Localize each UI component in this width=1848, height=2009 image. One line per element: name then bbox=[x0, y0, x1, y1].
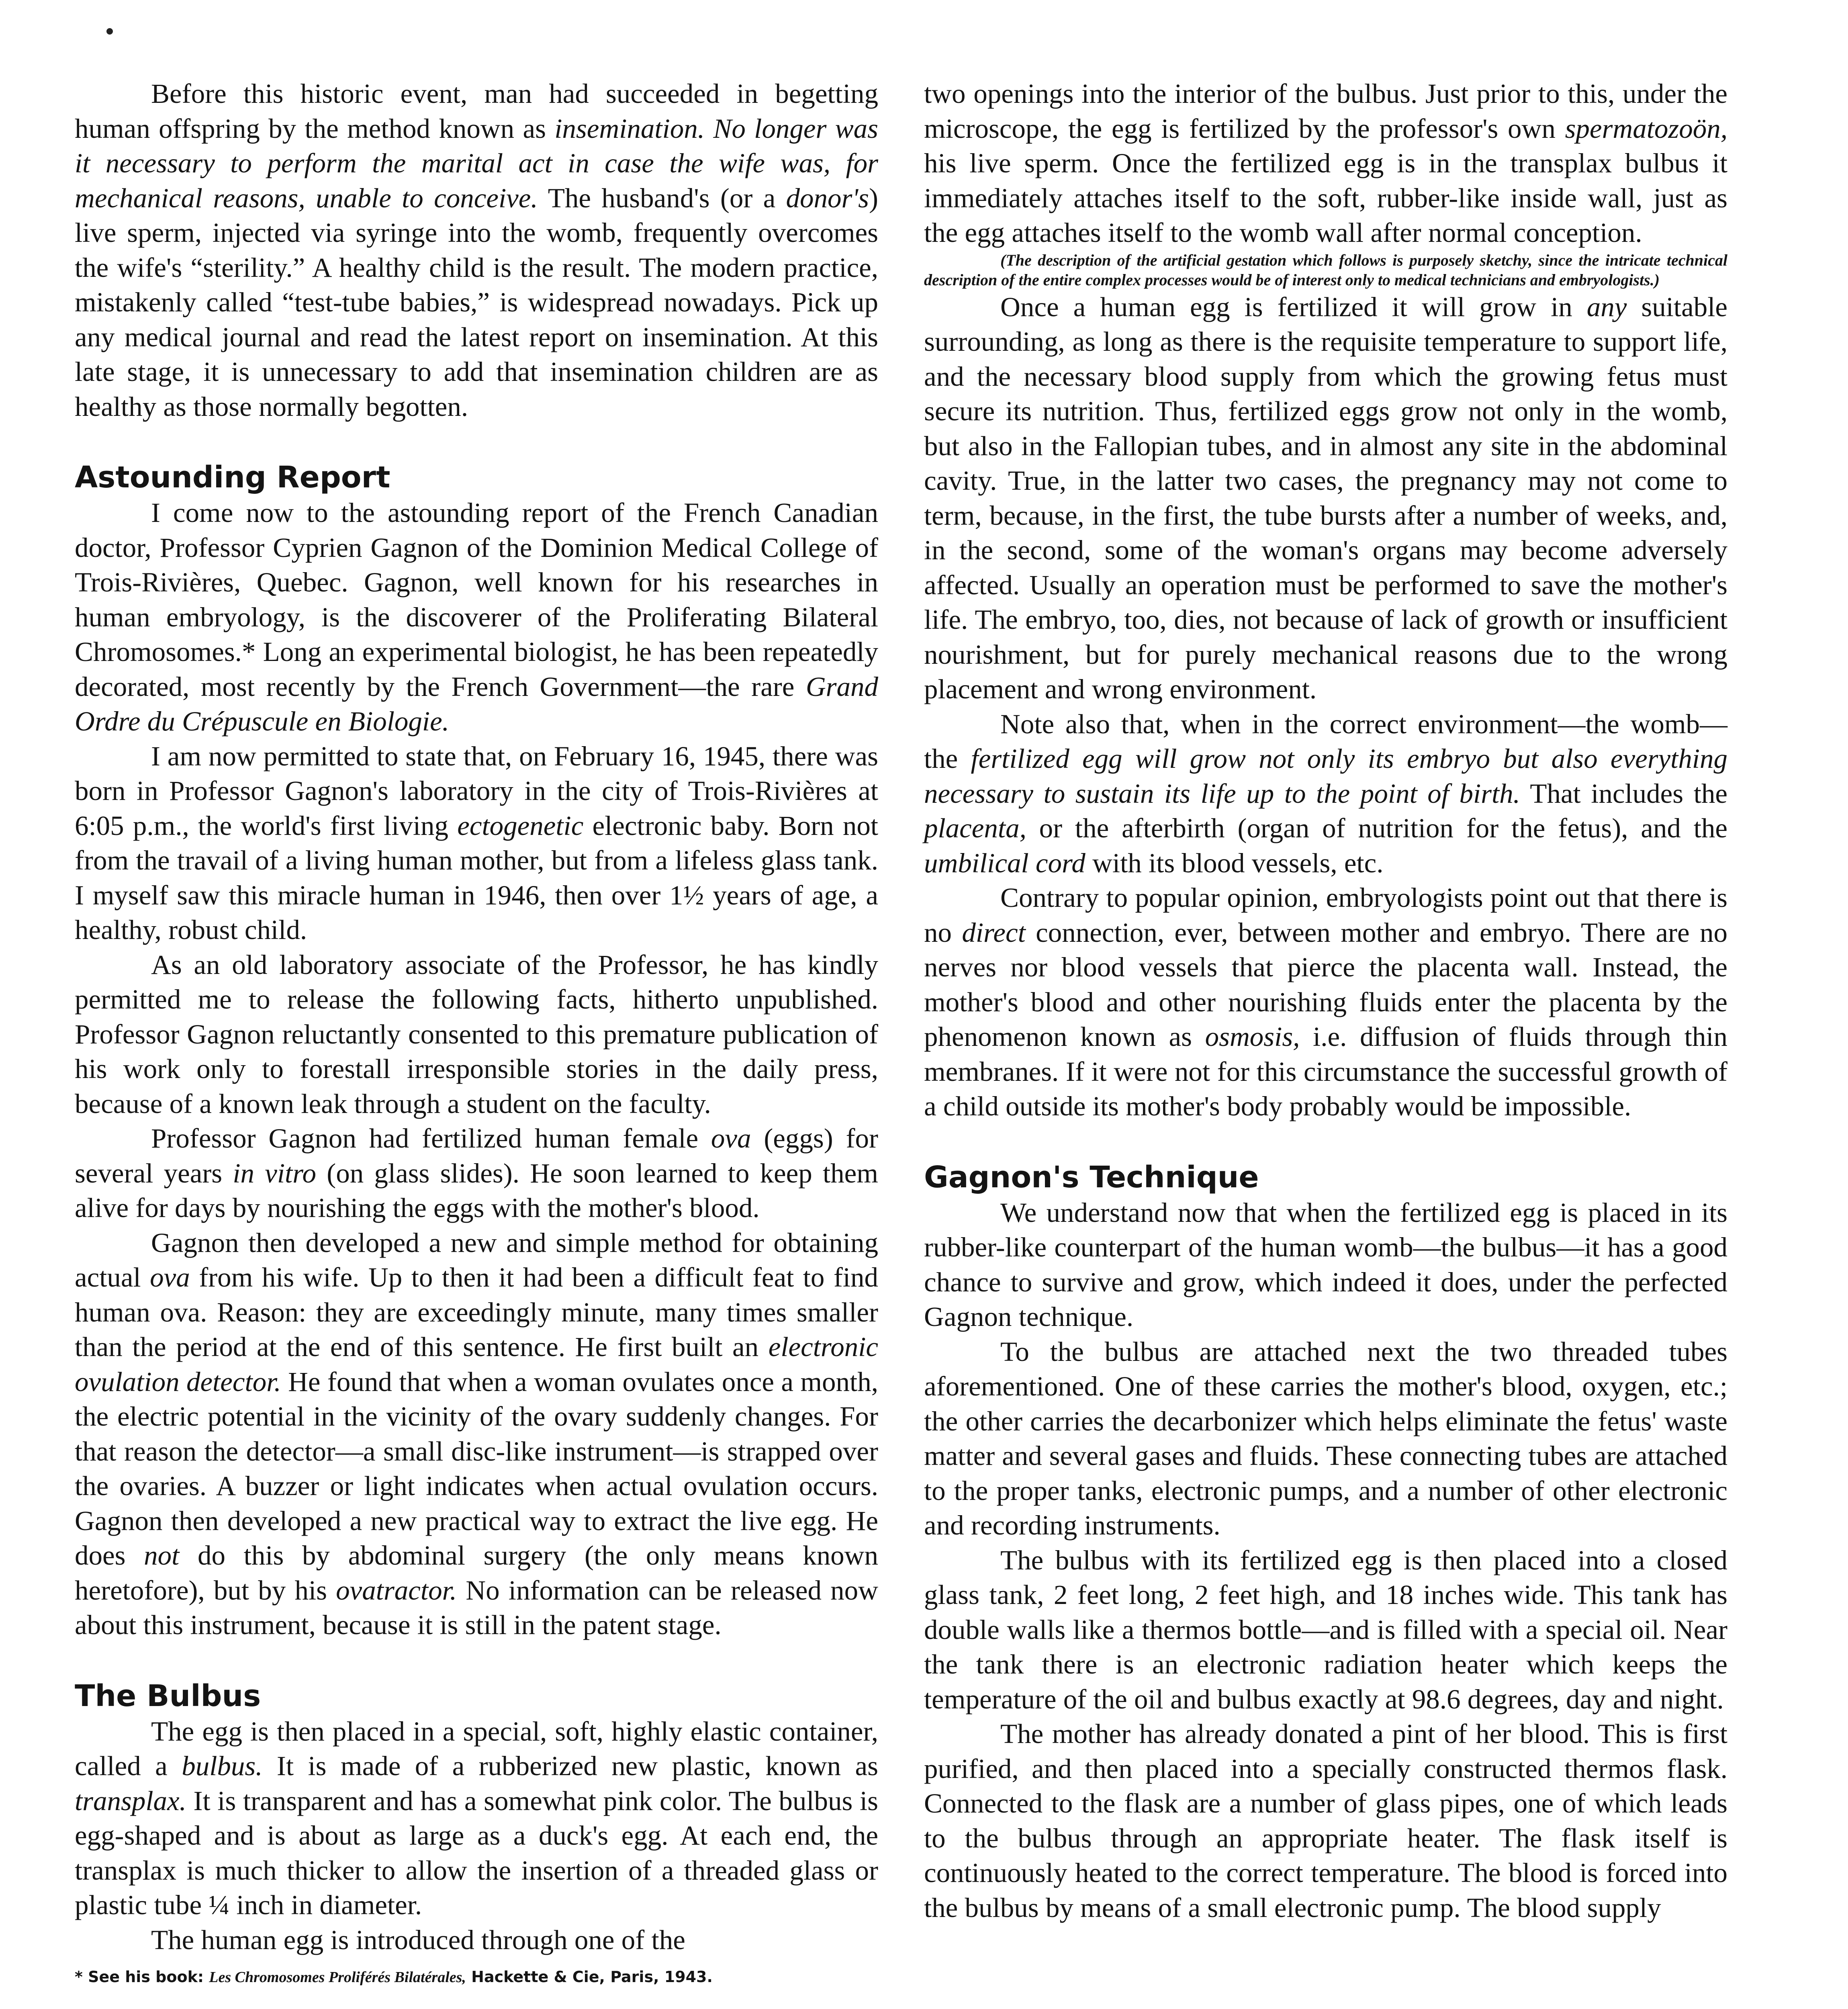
text-run: The human egg is introduced through one of the bbox=[151, 1924, 685, 1955]
paragraph bbox=[924, 1195, 1727, 1334]
text-run: It is transparent and has a somewhat pink color. The bulbus is egg-shaped and is about as large as a duck's egg. At each end, the transplax is much thicker to allow the insertion of a threaded glass or plastic tube ¼ inch in diameter. bbox=[75, 1785, 878, 1920]
italic-run: in vitro bbox=[233, 1158, 317, 1189]
italic-run: insemination. No longer was it necessary to perform the marital act in case the wife was, for mechanical reasons, unable to conceive. bbox=[75, 113, 878, 213]
text-run: The mother has already donated a pint of her blood. This is first purified, and then placed into a specially constructed thermos flask. Connected to the flask are a number of glass pipes, one of which leads to the bulbus through an appropriate heater. The flask itself is continuously heated to the correct temperature. The blood is forced into the bulbus by means of a small electronic pump. The blood supply bbox=[924, 1718, 1727, 1923]
paragraph bbox=[924, 1543, 1727, 1717]
italic-run: electronic ovulation detector. bbox=[75, 1332, 878, 1397]
footnote-book-title: Les Chromosomes Proliférés Bilatérales, bbox=[209, 1969, 466, 1986]
italic-run: direct bbox=[962, 917, 1026, 948]
italic-run: bulbus. bbox=[182, 1751, 263, 1781]
paragraph bbox=[924, 1334, 1727, 1543]
italic-run: Grand Ordre du Crépuscule en Biologie. bbox=[75, 671, 878, 736]
text-run: ) live sperm, injected via syringe into the womb, frequently overcomes the wife's “sterility.” A healthy child is the result. The modern practice, mistakenly called “test-tube babies,” is widespread nowadays. Pick up any medical journal and read the latest report on insemination. At this late stage, it is unnecessary to add that insemination children are as healthy as those normally begotten. bbox=[75, 182, 878, 422]
paragraph bbox=[75, 947, 878, 1121]
paragraph bbox=[75, 76, 878, 424]
section-heading: Gagnon's Technique bbox=[924, 1160, 1259, 1195]
text-run: (on glass slides). He soon learned to keep them alive for days by nourishing the eggs with the mother's blood. bbox=[75, 1158, 878, 1223]
italic-run: spermatozoön, bbox=[1565, 113, 1727, 144]
text-run: As an old laboratory associate of the Professor, he has kindly permitted me to release the following facts, hitherto unpublished. Professor Gagnon reluctantly consented to this premature publication of his work only to forestall irresponsible stories in the daily press, because of a known leak through a student on the faculty. bbox=[75, 949, 878, 1119]
italic-run: fertilized egg will grow not only its embryo but also everything necessary to sustain its life up to the point of birth. bbox=[924, 743, 1728, 809]
italic-run: ovatractor. bbox=[336, 1575, 457, 1606]
section-heading: Astounding Report bbox=[75, 460, 390, 495]
print-dot bbox=[106, 28, 113, 35]
italic-run: any bbox=[1586, 291, 1627, 322]
text-run: I am now permitted to state that, on February 16, 1945, there was born in Professor Gagnon's laboratory in the city of Trois-Rivières at 6:05 p.m., the world's first living bbox=[75, 741, 878, 841]
right-column bbox=[924, 76, 1727, 1925]
paragraph bbox=[924, 76, 1727, 250]
text-run: suitable surrounding, as long as there is the requisite temperature to support life, and the necessary blood supply from which the growing fetus must secure its nutrition. Thus, fertilized eggs grow not only in the womb, but also in the Fallopian tubes, and in almost any site in the abdominal cavity. True, in the latter two cases, the pregnancy may not come to term, because, in the first, the tube bursts after a number of weeks, and, in the second, some of the woman's organs may become adversely affected. Usually an operation must be performed to save the mother's life. The embryo, too, dies, not because of lack of growth or insufficient nourishment, but for purely mechanical reasons due to the wrong placement and wrong environment. bbox=[924, 291, 1727, 704]
text-run: To the bulbus are attached next the two threaded tubes aforementioned. One of these carries the mother's blood, oxygen, etc.; the other carries the decarbonizer which helps eliminate the fetus' waste matter and several gases and fluids. These connecting tubes are attached to the proper tanks, electronic pumps, and a number of other electronic and recording instruments. bbox=[924, 1336, 1727, 1541]
text-run: The egg is then placed in a special, soft, highly elastic container, called a bbox=[75, 1716, 878, 1781]
italic-run: ectogenetic bbox=[457, 810, 584, 841]
footnote-prefix: * See his book: bbox=[75, 1968, 209, 1986]
text-run: Note also that, when in the correct environment—the womb—the bbox=[924, 708, 1727, 774]
text-run: The bulbus with its fertilized egg is then placed into a closed glass tank, 2 feet long, 2 feet high, and 18 inches wide. This tank has double walls like a thermos bottle—and is filled with a special oil. Near the tank there is an electronic radiation heater which keeps the temperature of the oil and bulbus exactly at 98.6 degrees, day and night. bbox=[924, 1545, 1727, 1714]
text-run: (eggs) for several years bbox=[75, 1123, 878, 1189]
paragraph bbox=[924, 1716, 1727, 1925]
paragraph bbox=[75, 739, 878, 947]
paragraph bbox=[75, 1714, 878, 1923]
text-run: connection, ever, between mother and embryo. There are no nerves nor blood vessels that pierce the placenta wall. Instead, the mother's blood and other nourishing fluids enter the placenta by the phenomenon known as bbox=[924, 917, 1727, 1052]
paragraph bbox=[75, 1121, 878, 1225]
italic-run: donor's bbox=[786, 182, 869, 213]
text-run: or the afterbirth (organ of nutrition for the fetus), and the bbox=[1026, 813, 1727, 843]
text-run: from his wife. Up to then it had been a difficult feat to find human ova. Reason: they are exceedingly minute, many times smaller than the period at the end of this sentence. He first built an bbox=[75, 1262, 879, 1362]
text-run: with its blood vessels, etc. bbox=[1085, 847, 1384, 878]
italic-run: osmosis, bbox=[1205, 1021, 1300, 1052]
text-run: two openings into the interior of the bulbus. Just prior to this, under the microscope, the egg is fertilized by the professor's own bbox=[924, 78, 1727, 144]
footnote-publisher: Hackette & Cie, Paris, 1943. bbox=[466, 1968, 713, 1986]
paragraph bbox=[75, 1225, 878, 1643]
editorial-note: (The description of the artificial gestation which follows is purposely sketchy, since the intricate technical description of the entire complex processes would be of interest only to medical technicians and embryologists.) bbox=[924, 251, 1727, 289]
text-run: I come now to the astounding report of the French Canadian doctor, Professor Cyprien Gagnon of the Dominion Medical College of Trois-Rivières, Quebec. Gagnon, well known for his researches in human embryology, is the discoverer of the Proliferating Bilateral Chromosomes.* Long an experimental biologist, he has been repeatedly decorated, most recently by the French Government—the rare bbox=[75, 497, 878, 702]
text-run: We understand now that when the fertilized egg is placed in its rubber-like counterpart of the human womb—the bulbus—it has a good chance to survive and grow, which indeed it does, under the perfected Gagnon technique. bbox=[924, 1197, 1727, 1332]
text-run: It is made of a rubberized new plastic, known as bbox=[262, 1751, 878, 1781]
italic-run: not bbox=[144, 1540, 180, 1571]
text-run: He found that when a woman ovulates once a month, the electric potential in the vicinity of the ovary suddenly changes. For that reason the detector—a small disc-like instrument—is strapped over the ovaries. A buzzer or light indicates when actual ovulation occurs. Gagnon then developed a new practical way to extract the live egg. He does bbox=[75, 1366, 878, 1571]
text-run: That includes the bbox=[1520, 778, 1727, 809]
text-run: electronic baby. Born not from the travail of a living human mother, but from a lifeless glass tank. I myself saw this miracle human in 1946, then over 1½ years of age, a healthy, robust child. bbox=[75, 810, 878, 945]
text-run: Gagnon then developed a new and simple method for obtaining actual bbox=[75, 1227, 878, 1293]
italic-run: ova bbox=[150, 1262, 190, 1293]
text-run: No information can be released now about this instrument, because it is still in the patent stage. bbox=[75, 1575, 878, 1640]
text-run: Before this historic event, man had succeeded in begetting human offspring by the method known as bbox=[75, 78, 878, 144]
italic-run: umbilical cord bbox=[924, 847, 1085, 878]
paragraph bbox=[75, 495, 878, 739]
text-run: Once a human egg is fertilized it will grow in bbox=[1000, 291, 1587, 322]
italic-run: transplax. bbox=[75, 1785, 186, 1816]
section-heading: The Bulbus bbox=[75, 1678, 261, 1713]
text-run: do this by abdominal surgery (the only means known heretofore), but by his bbox=[75, 1540, 878, 1606]
text-run: i.e. diffusion of fluids through thin membranes. If it were not for this circumstance the successful growth of a child outside its mother's body probably would be impossible. bbox=[924, 1021, 1727, 1121]
italic-run: placenta, bbox=[924, 813, 1026, 843]
italic-run: ova bbox=[711, 1123, 751, 1154]
text-run: The husband's (or a bbox=[538, 182, 786, 213]
paragraph bbox=[924, 290, 1727, 707]
footnote bbox=[75, 1968, 878, 1986]
text-run: his live sperm. Once the fertilized egg is in the transplax bulbus it immediately attaches itself to the soft, rubber-like inside wall, just as the egg attaches itself to the womb wall after normal conception. bbox=[924, 148, 1727, 248]
paragraph bbox=[924, 707, 1727, 881]
paragraph bbox=[75, 1923, 878, 1958]
text-run: Professor Gagnon had fertilized human female bbox=[151, 1123, 711, 1154]
text-run: Contrary to popular opinion, embryologists point out that there is no bbox=[924, 882, 1727, 948]
left-column bbox=[75, 76, 878, 1986]
paragraph bbox=[924, 880, 1727, 1124]
